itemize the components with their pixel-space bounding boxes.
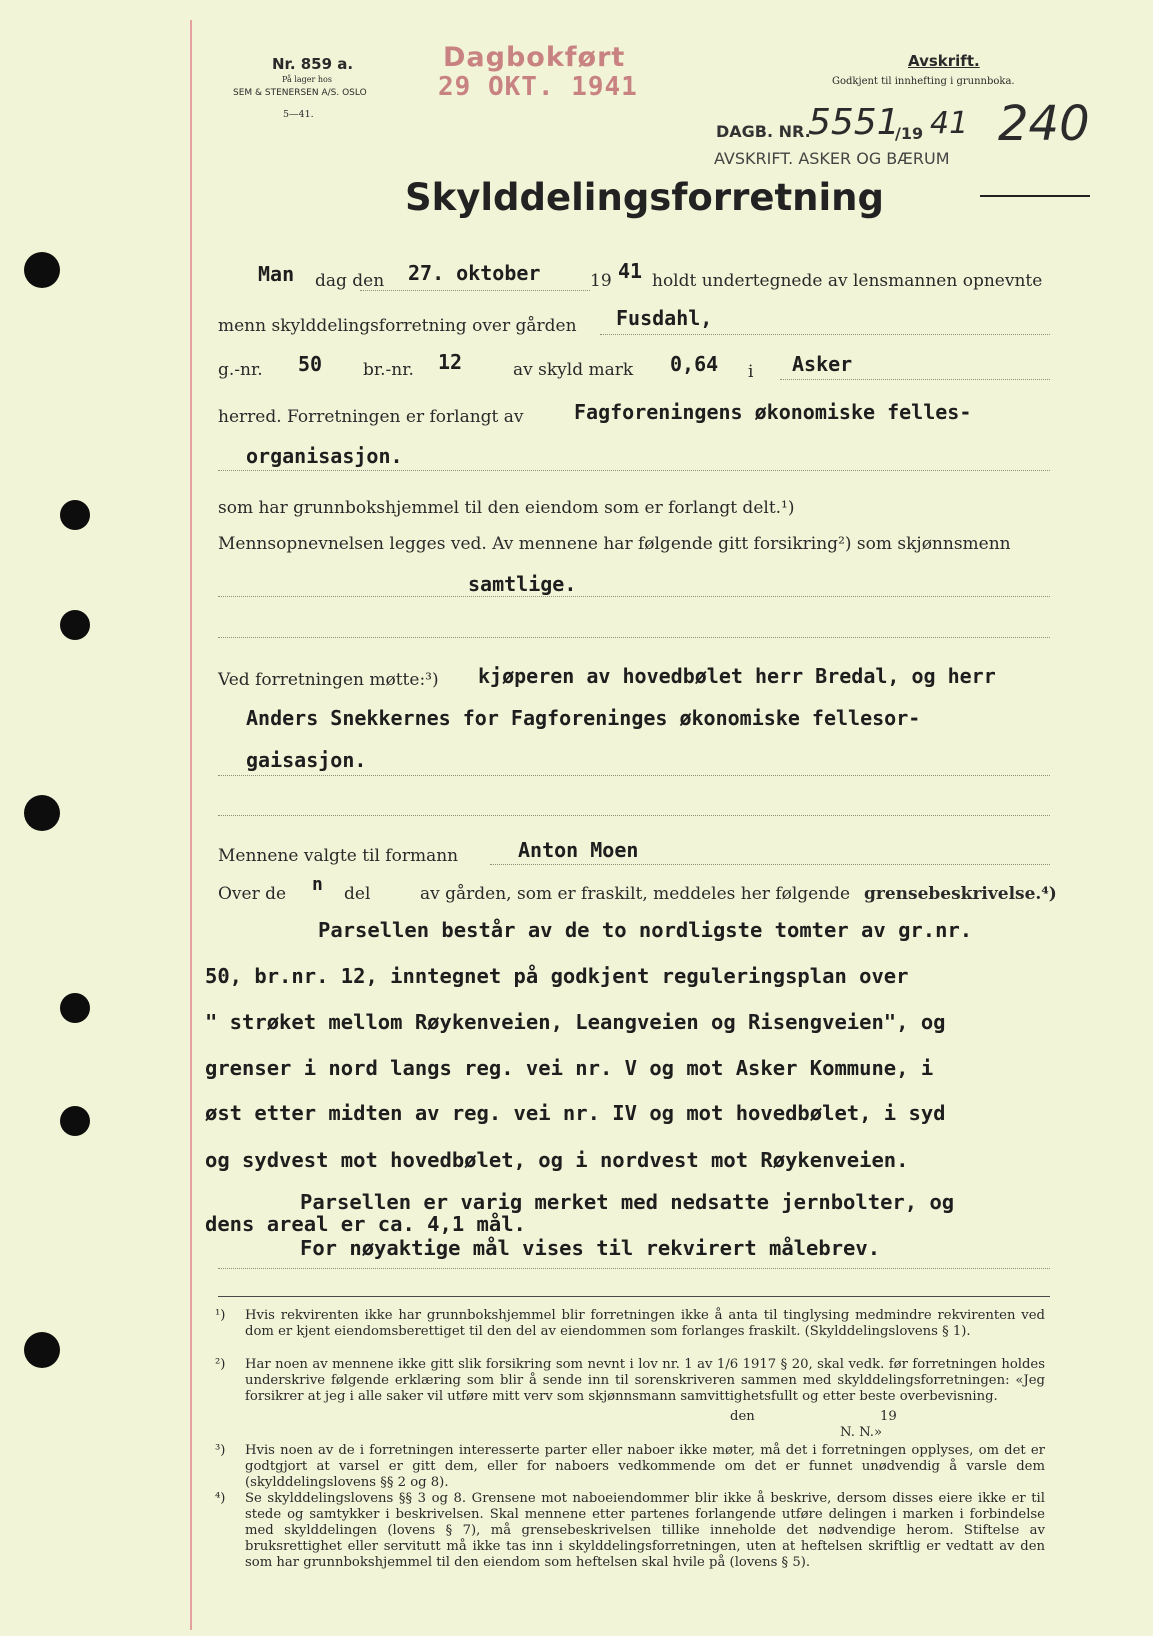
grunnbok-text: som har grunnbokshjemmel til den eiendom som er forlangt delt.¹)	[218, 498, 795, 518]
footnote-separator	[218, 1296, 1050, 1297]
footnote-number: ³)	[215, 1443, 226, 1458]
dagb-year: 41	[930, 106, 969, 141]
avskrift-office-stamp: AVSKRIFT. ASKER OG BÆRUM	[714, 149, 950, 168]
publisher-line1: På lager hos	[282, 75, 332, 84]
menn-text: menn skylddelingsforretning over gården	[218, 316, 577, 336]
footnote-19: 19	[880, 1409, 897, 1424]
dotted-line	[218, 596, 1050, 597]
edition: 5—41.	[283, 109, 314, 120]
year-suffix: 41	[618, 259, 643, 283]
footnote-number: ²)	[215, 1357, 226, 1372]
footnote-number: ⁴)	[215, 1491, 226, 1506]
dag-den-label: dag den	[315, 271, 385, 291]
body-line: grenser i nord langs reg. vei nr. V og mot Asker Kommune, i	[205, 1056, 934, 1080]
body-line: " strøket mellom Røykenveien, Leangveien og Risengveien", og	[205, 1010, 946, 1034]
footnote-den: den	[730, 1409, 755, 1424]
formann-label: Mennene valgte til formann	[218, 846, 459, 866]
footnote-text: Hvis noen av de i forretningen interesserte parter eller naboer ikke møter, må det i forretningen opplyses, om det er godtgjort at varsel er gitt dem, eller for naboers vedkommende om det er funnet unødvendig å varsle dem (skylddelingslovens §§ 2 og 8).	[245, 1443, 1045, 1490]
farm-name: Fusdahl,	[616, 306, 713, 330]
margin-rule	[190, 20, 192, 1630]
motte-line3: gaisasjon.	[246, 748, 367, 772]
body-line: øst etter midten av reg. vei nr. IV og mot hovedbølet, i syd	[205, 1101, 946, 1125]
skjonnsmenn-value: samtlige.	[468, 572, 577, 596]
dagb-number: 5551	[808, 102, 900, 143]
formann-name: Anton Moen	[518, 838, 639, 862]
punch-hole	[24, 795, 60, 831]
form-number: Nr. 859 a.	[272, 55, 354, 73]
herred-place: Asker	[792, 352, 853, 376]
i-label: i	[748, 362, 754, 382]
body-line: Parsellen er varig merket med nedsatte jernbolter, og	[300, 1190, 955, 1214]
motte-line1: kjøperen av hovedbølet herr Bredal, og herr	[478, 664, 996, 688]
dotted-line	[218, 775, 1050, 776]
punch-hole	[60, 610, 90, 640]
bnr-label: br.-nr.	[363, 360, 414, 380]
holdt-text: holdt undertegnede av lensmannen opnevnte	[652, 271, 1043, 291]
dagb-label: DAGB. NR.	[716, 122, 811, 141]
over-de-label: Over de	[218, 884, 287, 904]
dotted-line	[360, 290, 590, 291]
body-line: og sydvest mot hovedbølet, og i nordvest mot Røykenveien.	[205, 1148, 909, 1172]
dotted-line	[218, 637, 1050, 638]
gnr-value: 50	[298, 352, 323, 376]
motte-label: Ved forretningen møtte:³)	[218, 670, 439, 690]
part-value: n	[312, 874, 323, 895]
year-prefix: 19	[590, 271, 612, 291]
requester-line1: Fagforeningens økonomiske felles-	[574, 400, 972, 424]
publisher-line2: SEM & STENERSEN A/S. OSLO	[233, 88, 367, 98]
dotted-line	[218, 815, 1050, 816]
herred-text: herred. Forretningen er forlangt av	[218, 407, 524, 427]
gnr-label: g.-nr.	[218, 360, 263, 380]
body-line: Parsellen består av de to nordligste tomter av gr.nr.	[318, 918, 973, 942]
grense-text: av gården, som er fraskilt, meddeles her følgende	[420, 884, 851, 904]
footnote-number: ¹)	[215, 1308, 226, 1323]
dagbokfort-stamp: Dagbokført	[443, 42, 626, 73]
requester-line2: organisasjon.	[246, 444, 403, 468]
dotted-line	[490, 864, 1050, 865]
dotted-line	[218, 470, 1050, 471]
punch-hole	[60, 500, 90, 530]
footnote-text: Hvis rekvirenten ikke har grunnbokshjemmel blir forretningen ikke å anta til tinglysing medmindre rekvirenten ved dom er kjent eiendomsberettiget til den del av eiendommen som forlanges fraskilt. (Skylddelingslovens § 1).	[245, 1308, 1045, 1339]
footnote-text: Se skylddelingslovens §§ 3 og 8. Grensene mot naboeiendommer blir ikke å beskrive, dersom disses eiere ikke er til stede og samtykker i beskrivelsen. Skal mennene etter partenes forlangende utføre delingen i marken i forbindelse med skylddelingen (lovens § 7), må grensebeskrivelsen tillike inneholde det nødvendige herom. Stiftelse av bruksrettighet eller servitutt må ikke tas inn i skylddelingsforretningen, uten at heftelsen skriftlig er vedtatt av den som har grunnbokshjemmel til den eiendom som heftelsen skal hvile på (lovens § 5).	[245, 1491, 1045, 1570]
punch-hole	[60, 1106, 90, 1136]
body-line: dens areal er ca. 4,1 mål.	[205, 1212, 526, 1236]
dagb-year-prefix: /19	[895, 124, 924, 143]
form-date: 27. oktober	[408, 261, 541, 285]
motte-line2: Anders Snekkernes for Fagforeninges økonomiske fellesor-	[246, 706, 921, 730]
dotted-line	[218, 1268, 1050, 1269]
document-title: Skylddelingsforretning	[405, 176, 884, 219]
page-number-underline	[980, 195, 1090, 197]
body-line: For nøyaktige mål vises til rekvirert målebrev.	[300, 1236, 881, 1260]
footnote-text: Har noen av mennene ikke gitt slik forsikring som nevnt i lov nr. 1 av 1/6 1917 § 20, skal vedk. før forretningen holdes underskrive følgende erklæring som blir å sende inn til sorenskriveren sammen med skylddelingsforretningen: «Jeg forsikrer at jeg i alle saker vil utføre mitt verv som skjønnsmann samvittighetsfullt og etter beste overbevisning.	[245, 1357, 1045, 1404]
weekday: Man	[258, 262, 295, 286]
footnote-signature: N. N.»	[840, 1425, 883, 1440]
skyld-value: 0,64	[670, 352, 719, 376]
punch-hole	[24, 252, 60, 288]
dotted-line	[780, 379, 1050, 380]
page-number: 240	[998, 96, 1090, 152]
body-line: 50, br.nr. 12, inntegnet på godkjent reguleringsplan over	[205, 964, 909, 988]
punch-hole	[60, 993, 90, 1023]
bnr-value: 12	[438, 350, 463, 374]
stamp-date: 29 OKT. 1941	[438, 72, 638, 102]
avskrift-subtitle: Godkjent til innhefting i grunnboka.	[832, 76, 1015, 87]
dotted-line	[600, 334, 1050, 335]
skyld-label: av skyld mark	[513, 360, 634, 380]
grense-label: grensebeskrivelse.⁴)	[864, 884, 1057, 904]
del-label: del	[344, 884, 371, 904]
mennsop-text: Mennsopnevnelsen legges ved. Av mennene har følgende gitt forsikring²) som skjønnsmenn	[218, 534, 1011, 554]
punch-hole	[24, 1332, 60, 1368]
avskrift-title: Avskrift.	[908, 52, 980, 70]
